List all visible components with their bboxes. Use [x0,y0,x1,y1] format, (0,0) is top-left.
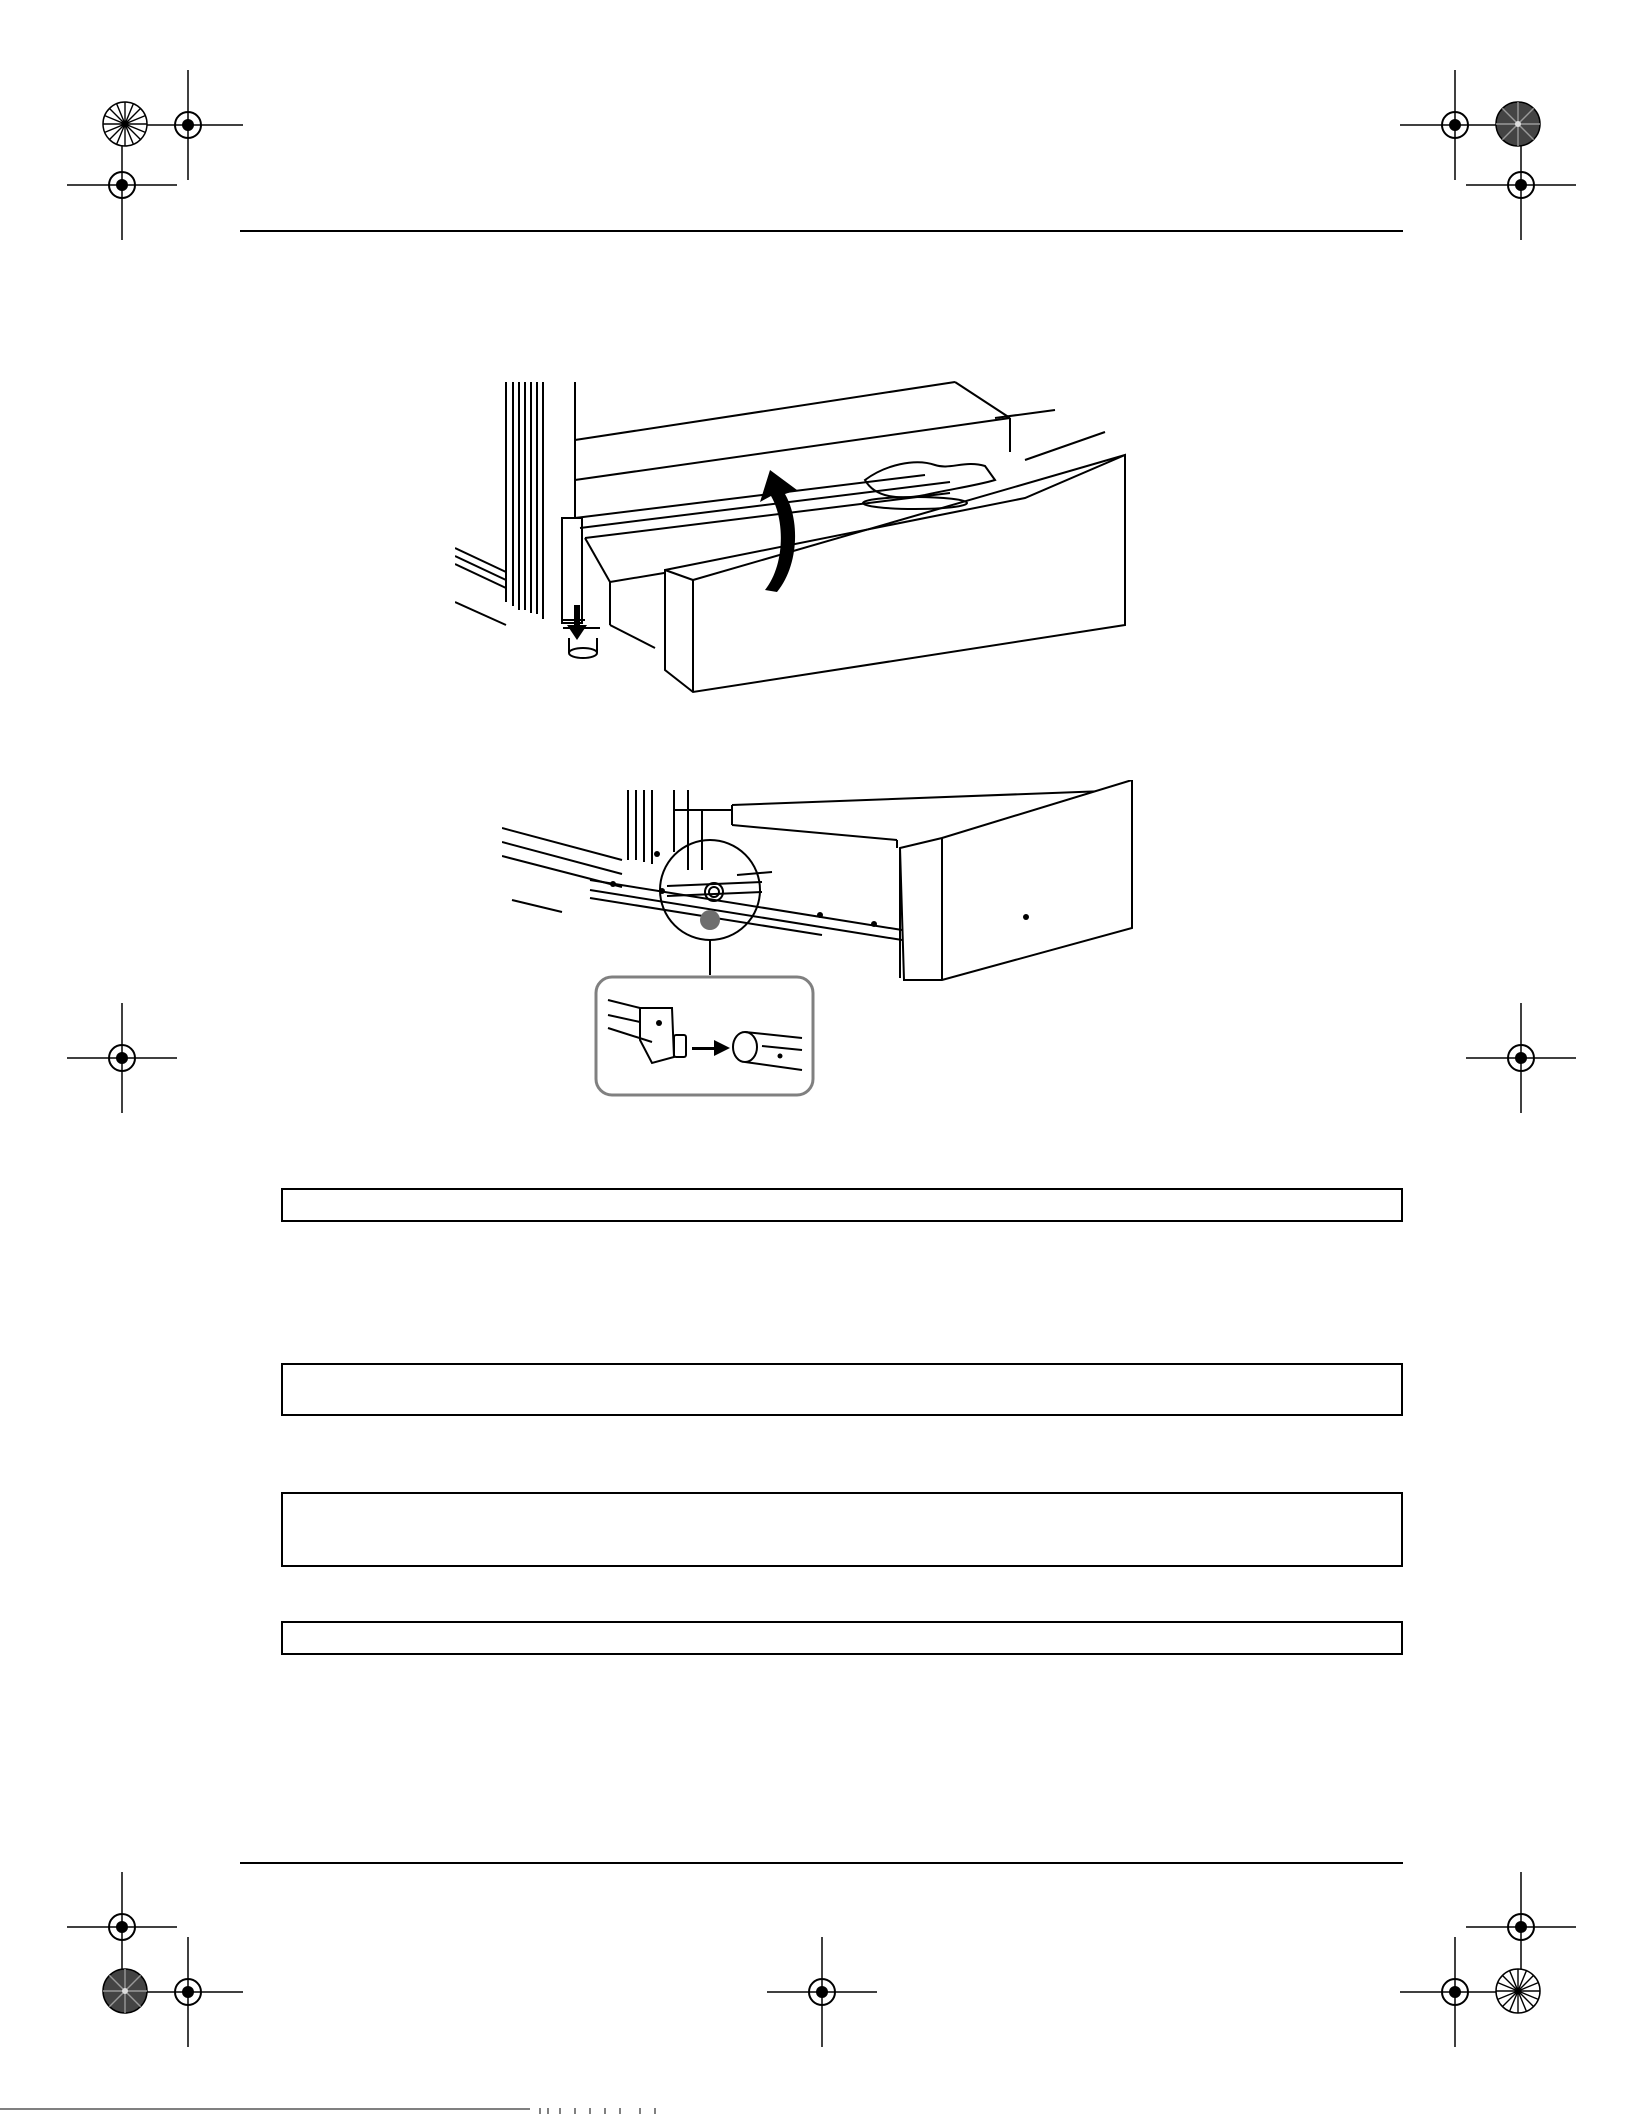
starburst-icon [1495,101,1541,147]
footer-rule [240,1862,1403,1864]
note-box [281,1188,1403,1222]
drawer-rail-illustration [502,780,1142,1100]
crosshair-icon [1466,1003,1576,1113]
starburst-icon [102,101,148,147]
printer-strip [0,2108,1643,2116]
crosshair-icon [1400,1937,1510,2047]
crosshair-icon [133,1937,243,2047]
header-rule [240,230,1403,232]
crosshair-icon [67,1003,177,1113]
drawer-lift-illustration [455,370,1145,700]
starburst-icon [102,1968,148,2014]
note-box [281,1363,1403,1416]
starburst-icon [1495,1968,1541,2014]
crosshair-icon [767,1937,877,2047]
note-box [281,1492,1403,1567]
note-box [281,1621,1403,1655]
